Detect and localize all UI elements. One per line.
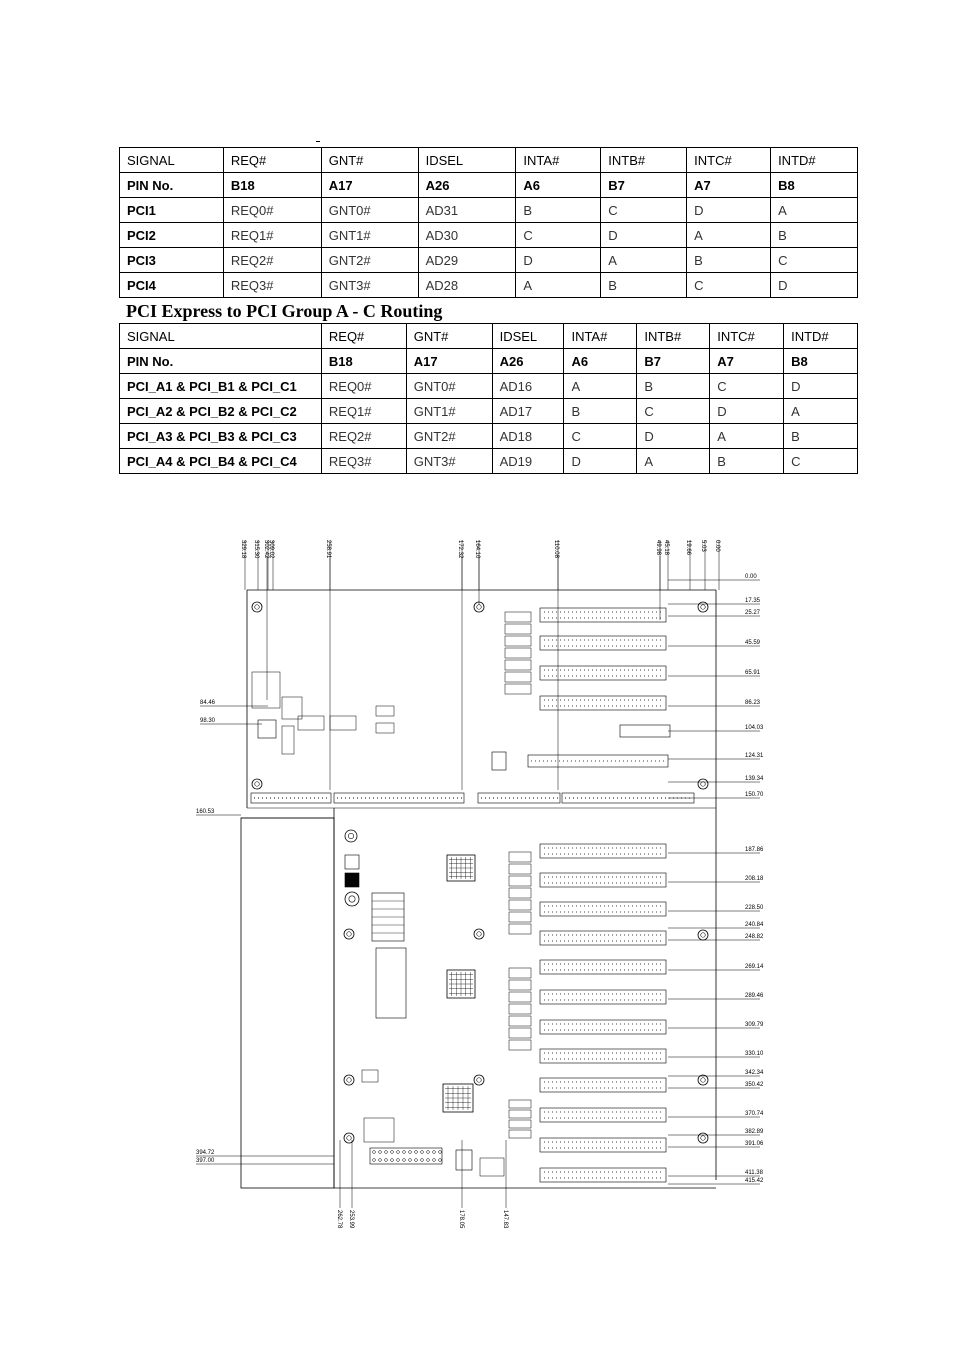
table-cell: PCI_A3 & PCI_B3 & PCI_C3: [120, 424, 322, 449]
mounting-hole-inner: [701, 605, 706, 610]
jumper-block: [505, 648, 531, 658]
dimension-label: 84.46: [200, 700, 216, 706]
table-cell: A: [710, 424, 784, 449]
dimension-label: 302.42: [263, 540, 269, 559]
dimension-label: 104.03: [745, 725, 764, 731]
pin: [379, 1151, 382, 1154]
mounting-hole: [474, 1075, 484, 1085]
table-cell: B: [784, 424, 858, 449]
jumper-block: [505, 672, 531, 682]
connector: [492, 752, 506, 770]
table-cell: A: [637, 449, 710, 474]
mounting-hole: [252, 602, 262, 612]
bracket-outline: [241, 818, 334, 1188]
mounting-hole: [698, 930, 708, 940]
mounting-hole-inner: [255, 605, 260, 610]
table-cell: A: [784, 399, 858, 424]
table-cell: INTC#: [710, 324, 784, 349]
connector-icon: [345, 873, 359, 887]
table-cell: C: [601, 198, 687, 223]
table-cell: A6: [564, 349, 637, 374]
label-table: [376, 948, 406, 1018]
pin: [391, 1159, 394, 1162]
led-icon: [345, 830, 357, 842]
pin: [439, 1159, 442, 1162]
pin: [409, 1151, 412, 1154]
table-cell: INTC#: [687, 148, 771, 173]
mounting-hole: [474, 929, 484, 939]
table-cell: A17: [321, 173, 418, 198]
dimension-label: 0.00: [745, 574, 757, 580]
ide-connector: [478, 793, 560, 803]
table-cell: REQ3#: [321, 449, 406, 474]
table-cell: D: [784, 374, 858, 399]
table-cell: PIN No.: [120, 173, 224, 198]
mounting-hole-inner: [347, 1136, 352, 1141]
mounting-hole-inner: [477, 1078, 482, 1083]
dimension-label: 391.06: [745, 1141, 764, 1147]
table-cell: C: [784, 449, 858, 474]
pin: [379, 1159, 382, 1162]
component: [362, 1070, 378, 1082]
table-cell: B: [601, 273, 687, 298]
jumper-block: [509, 980, 531, 990]
pci-slot: [540, 636, 666, 650]
table-cell: REQ2#: [321, 424, 406, 449]
mounting-hole-inner: [347, 1078, 352, 1083]
table-cell: PCI4: [120, 273, 224, 298]
pci-slot: [540, 1020, 666, 1034]
dimension-label: 172.32: [457, 540, 463, 559]
dimension-label: 330.10: [745, 1051, 764, 1057]
dimension-label: 164.10: [474, 540, 480, 559]
dimension-label: 49.98: [655, 540, 661, 556]
dimension-label: 342.34: [745, 1070, 764, 1076]
component: [282, 697, 302, 719]
table-cell: B8: [771, 173, 858, 198]
dimension-label: 178.05: [458, 1210, 464, 1229]
table-cell: D: [687, 198, 771, 223]
pci-slot: [540, 931, 666, 945]
pin: [421, 1151, 424, 1154]
table-cell: REQ#: [223, 148, 321, 173]
table-cell: REQ0#: [321, 374, 406, 399]
pin: [427, 1151, 430, 1154]
jumper-block: [509, 1040, 531, 1050]
dimension-label: 17.35: [745, 598, 761, 604]
dimension-label: 147.83: [502, 1210, 508, 1229]
table-cell: REQ1#: [223, 223, 321, 248]
component: [258, 720, 276, 738]
dimension-label: 411.38: [745, 1170, 763, 1176]
table-cell: REQ0#: [223, 198, 321, 223]
pci-slot: [540, 960, 666, 974]
dimension-label: 248.82: [745, 934, 764, 940]
connector-icon: [345, 855, 359, 869]
mounting-hole-inner: [477, 605, 482, 610]
pin: [403, 1151, 406, 1154]
jumper-block: [505, 624, 531, 634]
pin: [397, 1159, 400, 1162]
table-cell: PCI_A1 & PCI_B1 & PCI_C1: [120, 374, 322, 399]
dimension-label: 394.72: [196, 1150, 215, 1156]
dimension-label: 253.99: [348, 1210, 354, 1229]
dimension-label: 65.91: [745, 670, 761, 676]
dimension-label: 258.91: [325, 540, 331, 559]
table-cell: A: [687, 223, 771, 248]
mounting-hole-inner: [701, 1136, 706, 1141]
table-cell: INTB#: [601, 148, 687, 173]
jumper-block: [509, 864, 531, 874]
table-cell: AD28: [418, 273, 516, 298]
pin: [427, 1159, 430, 1162]
pin: [439, 1151, 442, 1154]
dimension-label: 382.89: [745, 1129, 764, 1135]
pci-slot: [540, 990, 666, 1004]
component-cluster: [252, 672, 280, 708]
dimension-label: 208.18: [745, 876, 764, 882]
dimension-label: 139.34: [745, 776, 764, 782]
pin: [433, 1151, 436, 1154]
table-cell: AD29: [418, 248, 516, 273]
dimension-label: 150.70: [745, 792, 764, 798]
table-cell: PCI2: [120, 223, 224, 248]
table-cell: C: [771, 248, 858, 273]
table-cell: GNT2#: [406, 424, 492, 449]
jumper-block: [509, 1120, 531, 1128]
table-cell: C: [710, 374, 784, 399]
pin-header: [456, 1150, 472, 1170]
table-cell: C: [637, 399, 710, 424]
dimension-label: 370.74: [745, 1111, 764, 1117]
pin: [421, 1159, 424, 1162]
mounting-hole: [698, 602, 708, 612]
jumper-block: [505, 684, 531, 694]
pin: [373, 1159, 376, 1162]
pci-slot: [540, 902, 666, 916]
table-cell: SIGNAL: [120, 148, 224, 173]
dimension-label: 228.50: [745, 905, 764, 911]
mounting-hole: [698, 1075, 708, 1085]
table-cell: REQ#: [321, 324, 406, 349]
dimension-label: 309.79: [745, 1022, 764, 1028]
table-cell: REQ2#: [223, 248, 321, 273]
component: [330, 716, 356, 730]
jumper-block: [509, 900, 531, 910]
dimension-label: 98.30: [200, 718, 216, 724]
table-cell: A: [601, 248, 687, 273]
dimension-label: 0.00: [714, 540, 720, 552]
pin: [409, 1159, 412, 1162]
table-cell: GNT0#: [406, 374, 492, 399]
table-cell: B7: [601, 173, 687, 198]
button-icon: [345, 892, 359, 906]
table-cell: INTB#: [637, 324, 710, 349]
jumper-block: [509, 924, 531, 934]
dimension-label: 415.42: [745, 1178, 764, 1184]
pci-slot: [540, 1108, 666, 1122]
jumper-block: [505, 636, 531, 646]
pin: [433, 1159, 436, 1162]
pci-slot: [540, 608, 666, 622]
dimension-label: 309.02: [268, 540, 274, 559]
table-cell: AD30: [418, 223, 516, 248]
table-cell: A26: [418, 173, 516, 198]
table-cell: PCI_A4 & PCI_B4 & PCI_C4: [120, 449, 322, 474]
pin: [385, 1151, 388, 1154]
pin: [373, 1151, 376, 1154]
pci-slot: [540, 696, 666, 710]
dimension-label: 289.46: [745, 993, 764, 999]
table-cell: GNT3#: [321, 273, 418, 298]
table-cell: A7: [710, 349, 784, 374]
mounting-hole-inner: [348, 833, 353, 838]
table-cell: A7: [687, 173, 771, 198]
table-cell: B: [710, 449, 784, 474]
dimension-label: 110.08: [553, 540, 559, 558]
mounting-hole: [698, 1133, 708, 1143]
dimension-label: 124.31: [745, 753, 764, 759]
table-cell: A: [564, 374, 637, 399]
table-cell: B: [637, 374, 710, 399]
table-cell: A17: [406, 349, 492, 374]
table-cell: AD19: [492, 449, 564, 474]
pci-slot: [540, 1168, 666, 1182]
table-cell: IDSEL: [418, 148, 516, 173]
dimension-label: 25.27: [745, 610, 761, 616]
jumper-block: [509, 912, 531, 922]
pin: [385, 1159, 388, 1162]
table-cell: B8: [784, 349, 858, 374]
pci-slot: [540, 666, 666, 680]
table-cell: AD18: [492, 424, 564, 449]
table-cell: INTD#: [771, 148, 858, 173]
dimension-label: 45.59: [745, 640, 761, 646]
table-cell: GNT1#: [321, 223, 418, 248]
pci-slot: [540, 873, 666, 887]
mounting-hole-inner: [349, 896, 355, 902]
mounting-hole-inner: [477, 932, 482, 937]
jumper-block: [509, 1110, 531, 1118]
table-cell: B: [771, 223, 858, 248]
table-caption: PCI Express to PCI Group A - C Routing: [126, 301, 443, 321]
table-cell: A: [771, 198, 858, 223]
pin: [397, 1151, 400, 1154]
pin-header: [480, 1158, 504, 1176]
jumper-block: [509, 1004, 531, 1014]
table-cell: C: [516, 223, 601, 248]
table-cell: PCI3: [120, 248, 224, 273]
table-cell: GNT2#: [321, 248, 418, 273]
jumper-block: [509, 1130, 531, 1138]
dimension-label: 240.84: [745, 922, 764, 928]
mounting-hole-inner: [347, 932, 352, 937]
table-cell: INTA#: [564, 324, 637, 349]
component: [376, 706, 394, 716]
jumper-block: [509, 992, 531, 1002]
dimension-label: 5.03: [700, 540, 706, 552]
dimension-label: 45.18: [663, 540, 669, 556]
pin-header: [370, 1148, 442, 1164]
dimension-label: 187.86: [745, 847, 764, 853]
table-cell: GNT0#: [321, 198, 418, 223]
table-cell: GNT3#: [406, 449, 492, 474]
pin: [403, 1159, 406, 1162]
table-cell: A: [516, 273, 601, 298]
table-cell: D: [564, 449, 637, 474]
table-cell: IDSEL: [492, 324, 564, 349]
dimension-label: 350.42: [745, 1082, 764, 1088]
table-cell: REQ1#: [321, 399, 406, 424]
pci-slot: [540, 1078, 666, 1092]
dimension-label: 269.14: [745, 964, 764, 970]
component: [282, 726, 294, 754]
table-cell: B18: [223, 173, 321, 198]
mounting-hole: [344, 1133, 354, 1143]
table-cell: D: [637, 424, 710, 449]
dimension-label: 315.30: [253, 540, 259, 559]
dimension-label: 86.23: [745, 700, 761, 706]
table-cell: SIGNAL: [120, 324, 322, 349]
mounting-hole-inner: [701, 1078, 706, 1083]
dimension-label: 329.18: [240, 540, 246, 559]
pin-header: [620, 725, 670, 737]
pin: [415, 1151, 418, 1154]
mounting-hole-inner: [255, 782, 260, 787]
table-cell: B: [687, 248, 771, 273]
table-cell: PCI1: [120, 198, 224, 223]
mounting-hole: [344, 1075, 354, 1085]
jumper-block: [509, 888, 531, 898]
component: [376, 723, 394, 733]
table-cell: C: [687, 273, 771, 298]
jumper-block: [509, 968, 531, 978]
pin: [391, 1151, 394, 1154]
table-cell: INTA#: [516, 148, 601, 173]
table-cell: AD16: [492, 374, 564, 399]
mounting-hole: [252, 779, 262, 789]
table-cell: A6: [516, 173, 601, 198]
pci-slot: [540, 844, 666, 858]
pci-slot: [540, 1138, 666, 1152]
table-cell: GNT#: [406, 324, 492, 349]
jumper-block: [509, 876, 531, 886]
mounting-hole: [698, 779, 708, 789]
table-cell: B18: [321, 349, 406, 374]
table-cell: B: [564, 399, 637, 424]
table-cell: D: [771, 273, 858, 298]
table-cell: B7: [637, 349, 710, 374]
dimension-label: 19.66: [685, 540, 691, 556]
component-cluster: [364, 1118, 394, 1142]
jumper-block: [505, 660, 531, 670]
dimension-label: 160.53: [196, 809, 215, 815]
jumper-block: [505, 612, 531, 622]
jumper-block: [509, 1100, 531, 1108]
table-cell: D: [601, 223, 687, 248]
dimension-label: 262.78: [336, 1210, 342, 1229]
table-cell: C: [564, 424, 637, 449]
mounting-hole-inner: [701, 933, 706, 938]
table-cell: GNT1#: [406, 399, 492, 424]
table-cell: INTD#: [784, 324, 858, 349]
table-cell: PCI_A2 & PCI_B2 & PCI_C2: [120, 399, 322, 424]
table-cell: AD17: [492, 399, 564, 424]
pin: [415, 1159, 418, 1162]
table-cell: AD31: [418, 198, 516, 223]
dimension-label: 397.00: [196, 1158, 215, 1164]
mounting-hole: [344, 929, 354, 939]
table-cell: GNT#: [321, 148, 418, 173]
jumper-block: [509, 1028, 531, 1038]
pci-slot: [540, 1049, 666, 1063]
table-cell: PIN No.: [120, 349, 322, 374]
mounting-hole-inner: [701, 782, 706, 787]
table-cell: REQ3#: [223, 273, 321, 298]
table-cell: D: [710, 399, 784, 424]
table-cell: A26: [492, 349, 564, 374]
table-cell: D: [516, 248, 601, 273]
jumper-block: [509, 1016, 531, 1026]
jumper-block: [509, 852, 531, 862]
table-cell: B: [516, 198, 601, 223]
